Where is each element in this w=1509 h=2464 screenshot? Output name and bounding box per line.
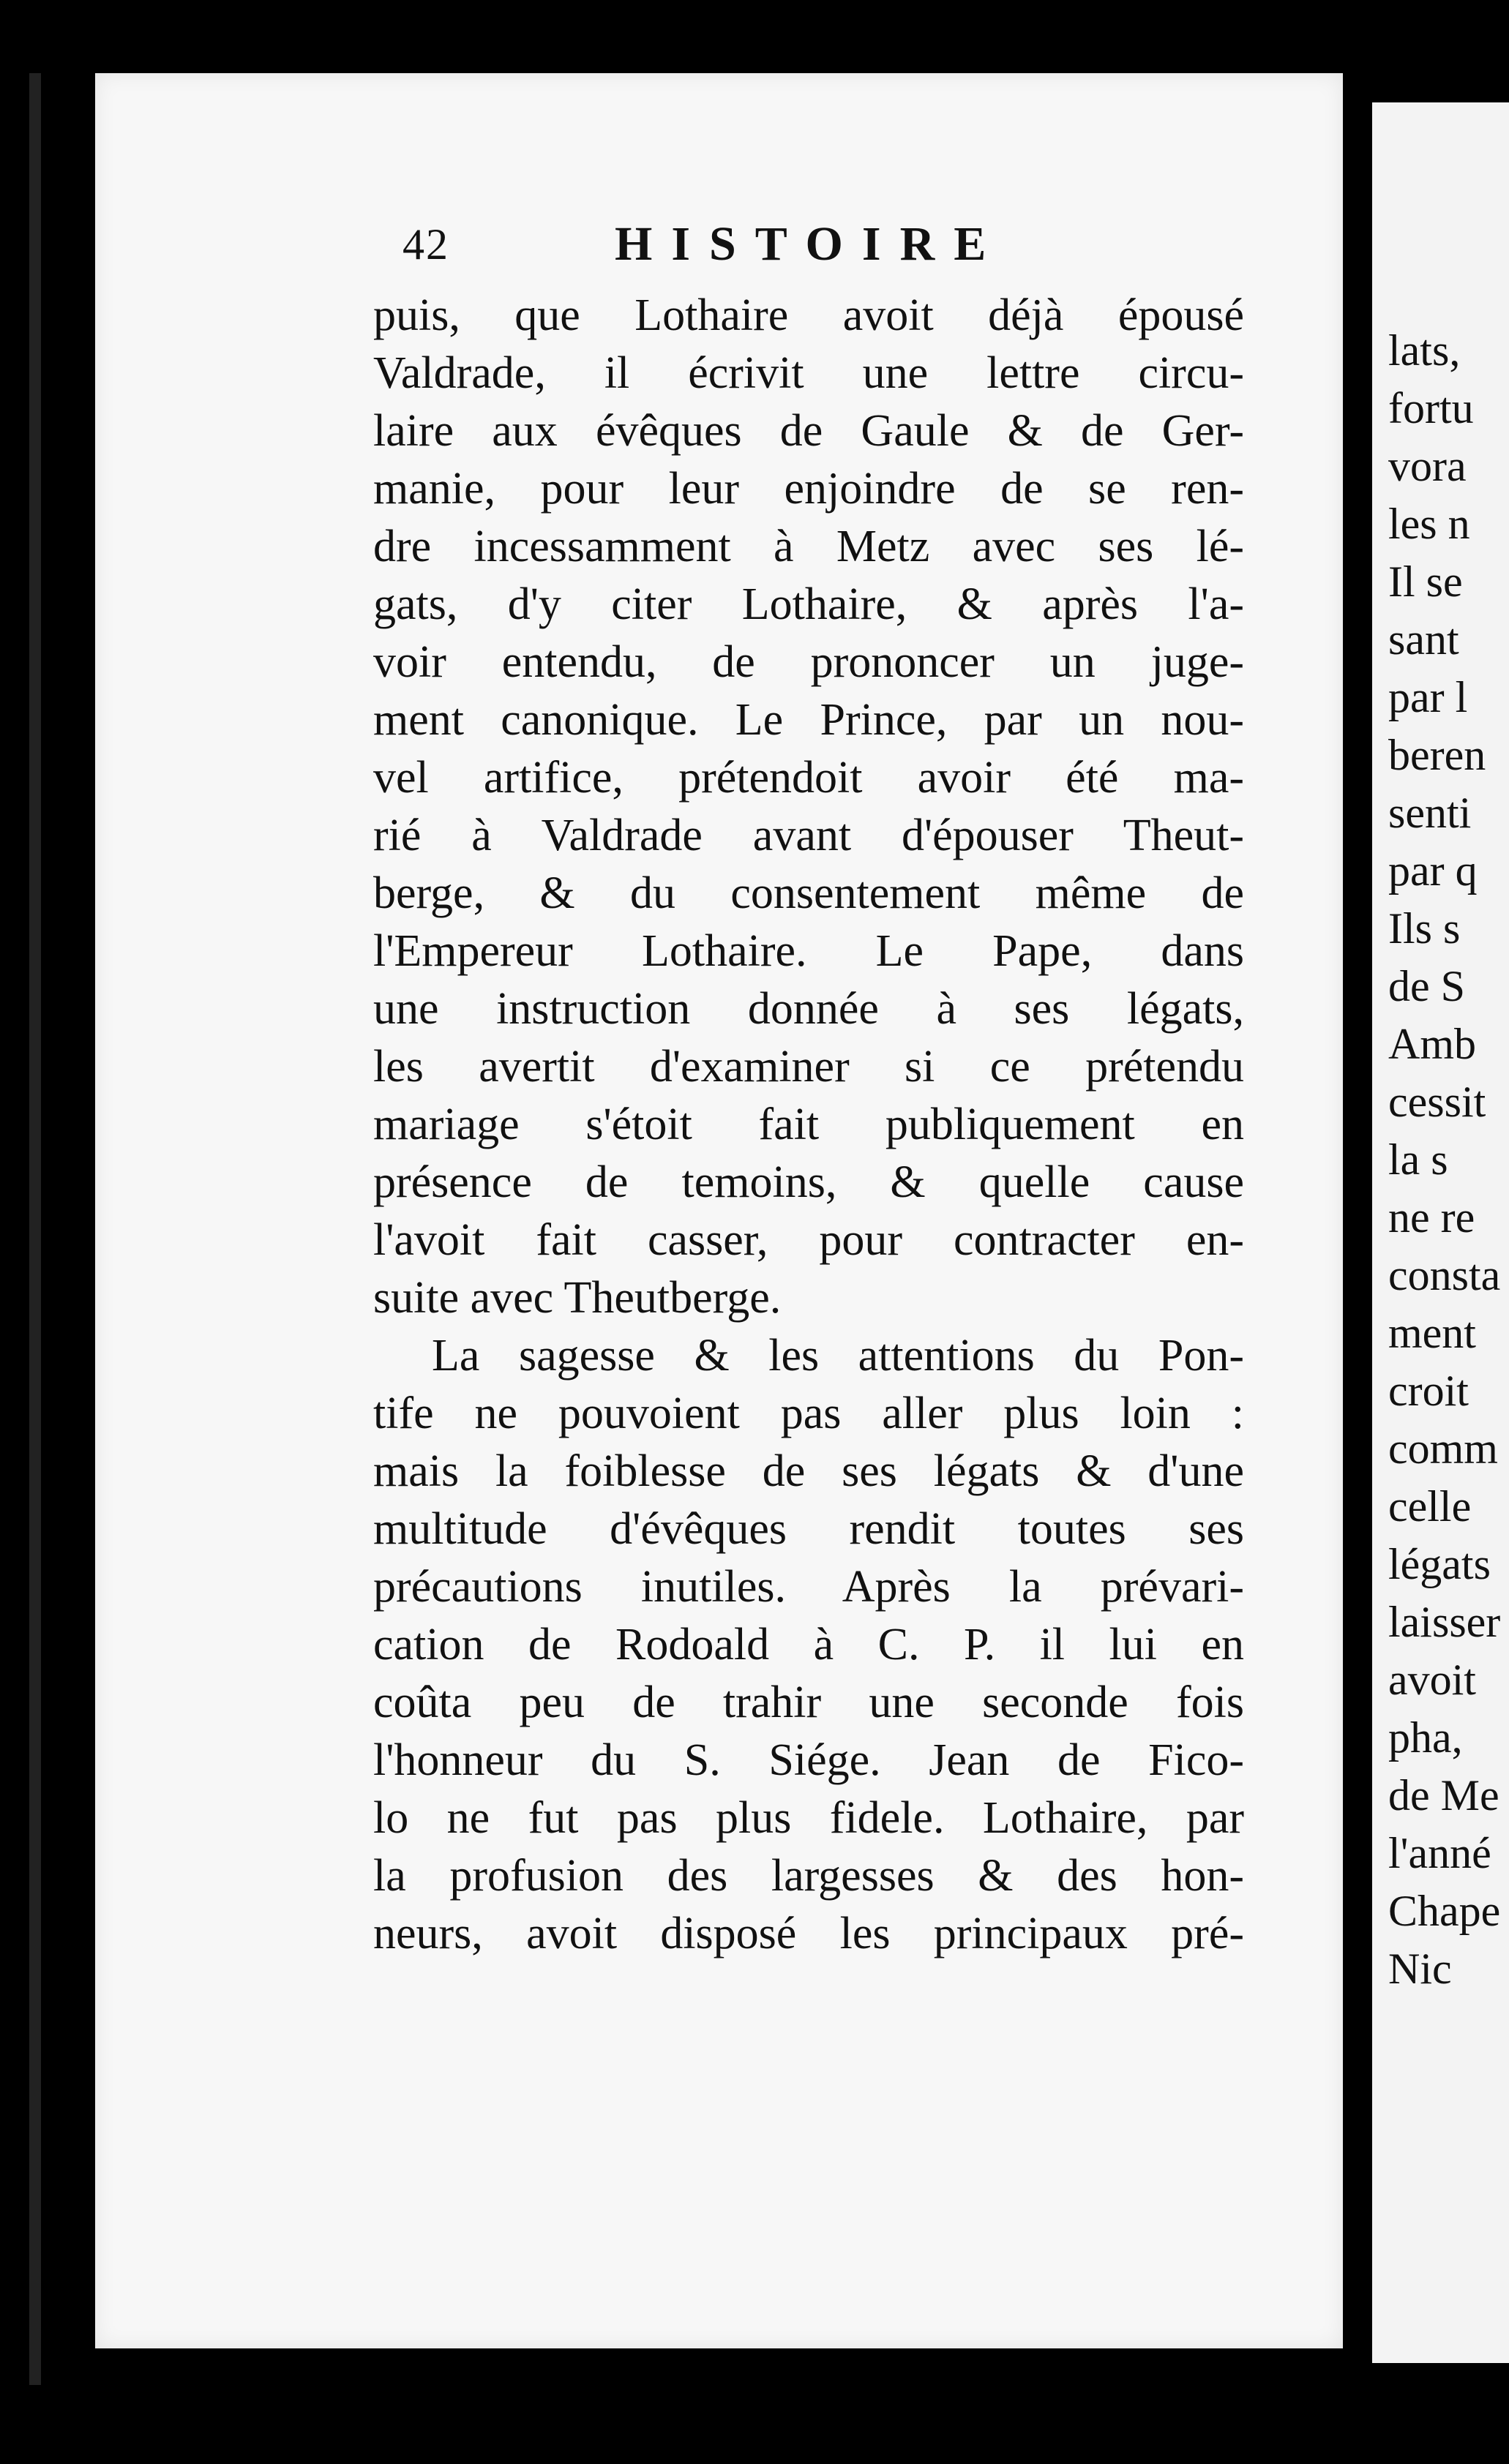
text-line: suite avec Theutberge. (373, 1273, 782, 1323)
right-text-line: par q (1388, 846, 1478, 895)
body-text (373, 287, 1244, 1963)
text-line: puis, que Lothaire avoit déjà épousé (373, 290, 1244, 340)
right-text-line: de Me (1388, 1771, 1499, 1819)
right-text-line: Amb (1388, 1020, 1476, 1068)
text-line: présence de temoins, & quelle cause (373, 1157, 1244, 1207)
right-text-line: comm (1388, 1424, 1498, 1473)
text-line: lo ne fut pas plus fidele. Lothaire, par (373, 1793, 1244, 1843)
right-text-line: Ils s (1388, 904, 1461, 953)
right-text-line: Nic (1388, 1945, 1452, 1993)
text-line: l'avoit fait casser, pour contracter en- (373, 1215, 1244, 1265)
text-line: tife ne pouvoient pas aller plus loin : (373, 1389, 1244, 1438)
right-text-line: cessit (1388, 1078, 1486, 1126)
right-text-line: l'anné (1388, 1829, 1491, 1877)
right-text-line: les n (1388, 500, 1470, 548)
right-text-line: de S (1388, 962, 1465, 1010)
text-line: vel artifice, prétendoit avoir été ma- (373, 753, 1244, 803)
text-line: gats, d'y citer Lothaire, & après l'a- (373, 579, 1244, 629)
right-text-line: avoit (1388, 1656, 1476, 1704)
right-text-line: ment (1388, 1309, 1476, 1357)
right-text-line: lats, (1388, 326, 1461, 375)
right-text-line: légats (1388, 1540, 1491, 1588)
right-text-line: pha, (1388, 1713, 1463, 1762)
right-text-line: vora (1388, 442, 1467, 490)
text-line: une instruction donnée à ses légats, (373, 984, 1244, 1034)
text-line: précautions inutiles. Après la prévari- (373, 1562, 1244, 1612)
book-edge (29, 73, 41, 2385)
text-line: berge, & du consentement même de (373, 868, 1244, 918)
right-page-text (1388, 322, 1500, 1998)
right-text-line: beren (1388, 731, 1486, 779)
right-page (1372, 102, 1509, 2363)
text-line: dre incessamment à Metz avec ses lé- (373, 522, 1244, 571)
text-line: coûta peu de trahir une seconde fois (373, 1678, 1244, 1727)
right-text-line: par l (1388, 673, 1468, 721)
right-text-line: ne re (1388, 1193, 1475, 1242)
right-text-line: fortu (1388, 384, 1474, 432)
text-line: laire aux évêques de Gaule & de Ger- (373, 406, 1244, 456)
page-number: 42 (402, 220, 449, 268)
text-line: mais la foiblesse de ses légats & d'une (373, 1446, 1244, 1496)
text-line: mariage s'étoit fait publiquement en (373, 1100, 1244, 1149)
text-line: ment canonique. Le Prince, par un nou- (373, 695, 1244, 745)
text-line: manie, pour leur enjoindre de se ren- (373, 464, 1244, 514)
text-line: rié à Valdrade avant d'épouser Theut- (373, 811, 1244, 860)
right-text-line: senti (1388, 789, 1472, 837)
text-line: neurs, avoit disposé les principaux pré- (373, 1909, 1244, 1958)
text-line: La sagesse & les attentions du Pon- (432, 1331, 1244, 1381)
text-line: voir entendu, de prononcer un juge- (373, 637, 1244, 687)
text-line: l'honneur du S. Siége. Jean de Fico- (373, 1735, 1244, 1785)
right-text-line: sant (1388, 615, 1459, 664)
text-line: cation de Rodoald à C. P. il lui en (373, 1620, 1244, 1669)
text-line: la profusion des largesses & des hon- (373, 1851, 1244, 1901)
text-line: les avertit d'examiner si ce prétendu (373, 1042, 1244, 1092)
right-text-line: celle (1388, 1482, 1472, 1530)
text-line: l'Empereur Lothaire. Le Pape, dans (373, 926, 1244, 976)
right-text-line: consta (1388, 1251, 1501, 1299)
right-text-line: la s (1388, 1135, 1448, 1184)
right-text-line: Il se (1388, 557, 1463, 606)
text-line: Valdrade, il écrivit une lettre circu- (373, 348, 1244, 398)
running-head: HISTOIRE (615, 217, 1006, 271)
right-text-line: Chape (1388, 1887, 1501, 1935)
text-line: multitude d'évêques rendit toutes ses (373, 1504, 1244, 1554)
right-text-line: laisser (1388, 1598, 1501, 1646)
right-text-line: croit (1388, 1367, 1469, 1415)
